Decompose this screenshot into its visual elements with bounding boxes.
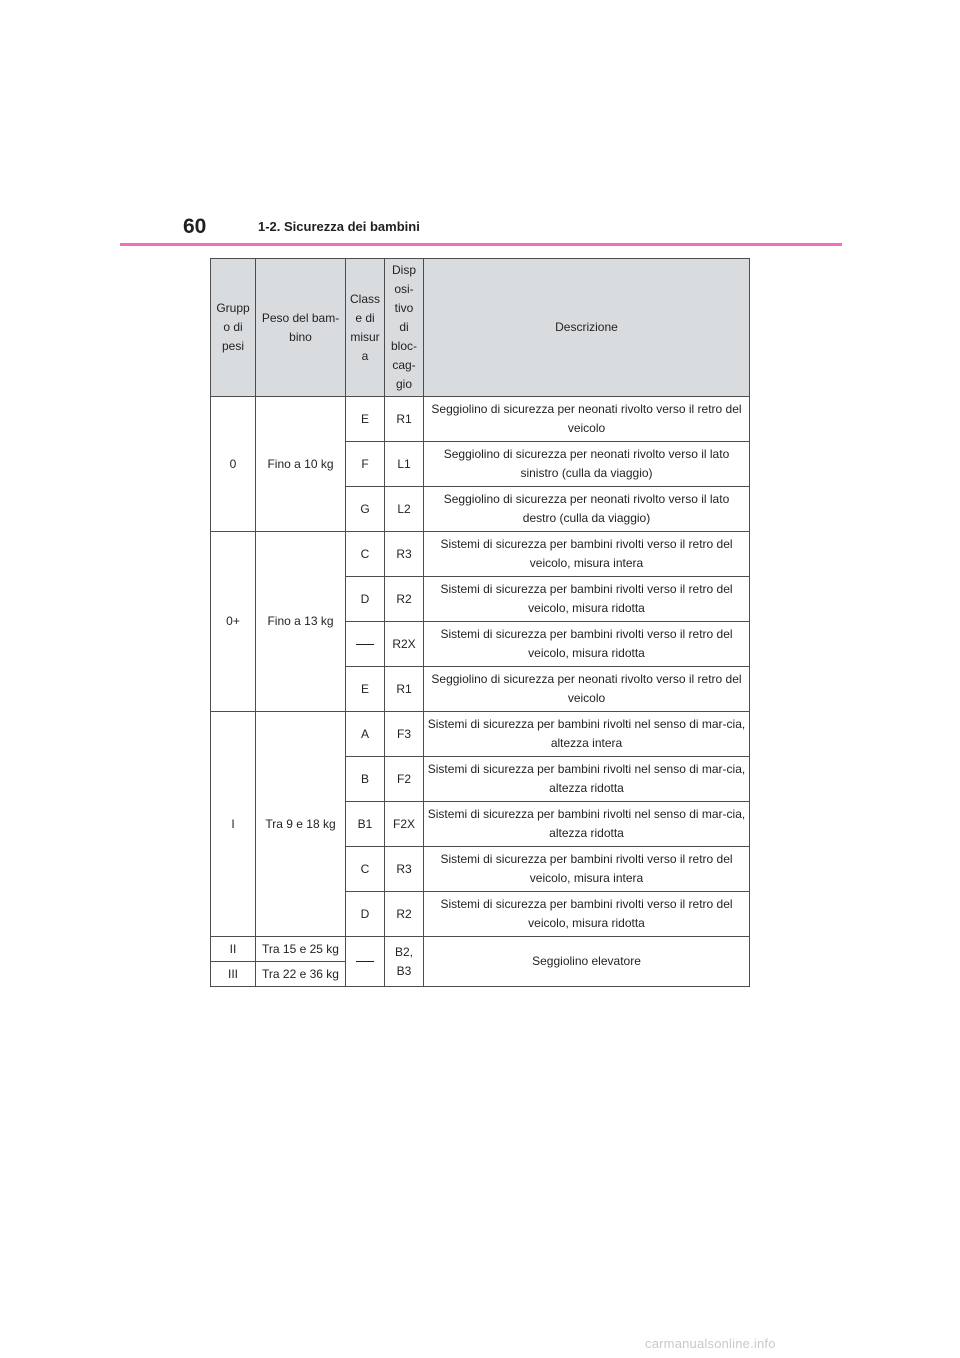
cell-fixture: R3	[385, 847, 424, 892]
col-header-group: Grupp o di pesi	[211, 259, 256, 397]
cell-size-class: E	[346, 667, 385, 712]
watermark: carmanualsonline.info	[645, 1336, 776, 1351]
table-row	[211, 937, 750, 962]
cell-size-class: A	[346, 712, 385, 757]
cell-weight: Fino a 13 kg	[256, 532, 346, 712]
cell-fixture: F3	[385, 712, 424, 757]
cell-description: Sistemi di sicurezza per bambini rivolti verso il retro del veicolo, misura intera	[424, 532, 750, 577]
cell-description: Seggiolino elevatore	[424, 937, 750, 987]
cell-size-class: D	[346, 577, 385, 622]
cell-description: Seggiolino di sicurezza per neonati rivolto verso il retro del veicolo	[424, 397, 750, 442]
cell-fixture: R3	[385, 532, 424, 577]
cell-weight: Tra 15 e 25 kg	[256, 937, 346, 962]
cell-fixture: F2	[385, 757, 424, 802]
cell-description: Sistemi di sicurezza per bambini rivolti nel senso di mar-cia, altezza ridotta	[424, 802, 750, 847]
cell-fixture: R2	[385, 577, 424, 622]
cell-description: Sistemi di sicurezza per bambini rivolti verso il retro del veicolo, misura ridotta	[424, 622, 750, 667]
cell-fixture: B2, B3	[385, 937, 424, 987]
table-row	[211, 397, 750, 442]
cell-weight: Tra 22 e 36 kg	[256, 962, 346, 987]
cell-size-class: D	[346, 892, 385, 937]
cell-fixture: R2X	[385, 622, 424, 667]
col-header-size-class: Class e di misur a	[346, 259, 385, 397]
table-row	[211, 712, 750, 757]
cell-size-class: B1	[346, 802, 385, 847]
col-header-fixture: Disp osi- tivo di bloc- cag- gio	[385, 259, 424, 397]
cell-size-class	[346, 937, 385, 987]
col-header-description: Descrizione	[424, 259, 750, 397]
cell-group: I	[211, 712, 256, 937]
cell-size-class	[346, 622, 385, 667]
cell-group: 0+	[211, 532, 256, 712]
cell-weight: Tra 9 e 18 kg	[256, 712, 346, 937]
cell-description: Seggiolino di sicurezza per neonati rivolto verso il lato destro (culla da viaggio)	[424, 487, 750, 532]
cell-description: Sistemi di sicurezza per bambini rivolti verso il retro del veicolo, misura ridotta	[424, 892, 750, 937]
cell-size-class: B	[346, 757, 385, 802]
cell-size-class: C	[346, 847, 385, 892]
cell-fixture: R1	[385, 397, 424, 442]
header-rule	[120, 243, 842, 246]
cell-fixture: F2X	[385, 802, 424, 847]
cell-description: Sistemi di sicurezza per bambini rivolti verso il retro del veicolo, misura intera	[424, 847, 750, 892]
table-header-row	[211, 259, 750, 397]
cell-weight: Fino a 10 kg	[256, 397, 346, 532]
cell-group: III	[211, 962, 256, 987]
cell-fixture: R1	[385, 667, 424, 712]
table-row	[211, 532, 750, 577]
dash-mark	[356, 961, 374, 962]
cell-size-class: F	[346, 442, 385, 487]
cell-description: Seggiolino di sicurezza per neonati rivolto verso il retro del veicolo	[424, 667, 750, 712]
cell-description: Sistemi di sicurezza per bambini rivolti nel senso di mar-cia, altezza intera	[424, 712, 750, 757]
cell-fixture: L1	[385, 442, 424, 487]
child-seat-size-table	[210, 258, 750, 987]
cell-fixture: R2	[385, 892, 424, 937]
dash-mark	[356, 644, 374, 645]
cell-group: 0	[211, 397, 256, 532]
page-number: 60	[183, 215, 207, 238]
cell-size-class: E	[346, 397, 385, 442]
section-title: 1-2. Sicurezza dei bambini	[258, 219, 420, 234]
cell-description: Seggiolino di sicurezza per neonati rivolto verso il lato sinistro (culla da viaggio)	[424, 442, 750, 487]
cell-description: Sistemi di sicurezza per bambini rivolti nel senso di mar-cia, altezza ridotta	[424, 757, 750, 802]
cell-size-class: C	[346, 532, 385, 577]
cell-size-class: G	[346, 487, 385, 532]
cell-fixture: L2	[385, 487, 424, 532]
cell-description: Sistemi di sicurezza per bambini rivolti verso il retro del veicolo, misura ridotta	[424, 577, 750, 622]
col-header-weight: Peso del bam- bino	[256, 259, 346, 397]
cell-group: II	[211, 937, 256, 962]
